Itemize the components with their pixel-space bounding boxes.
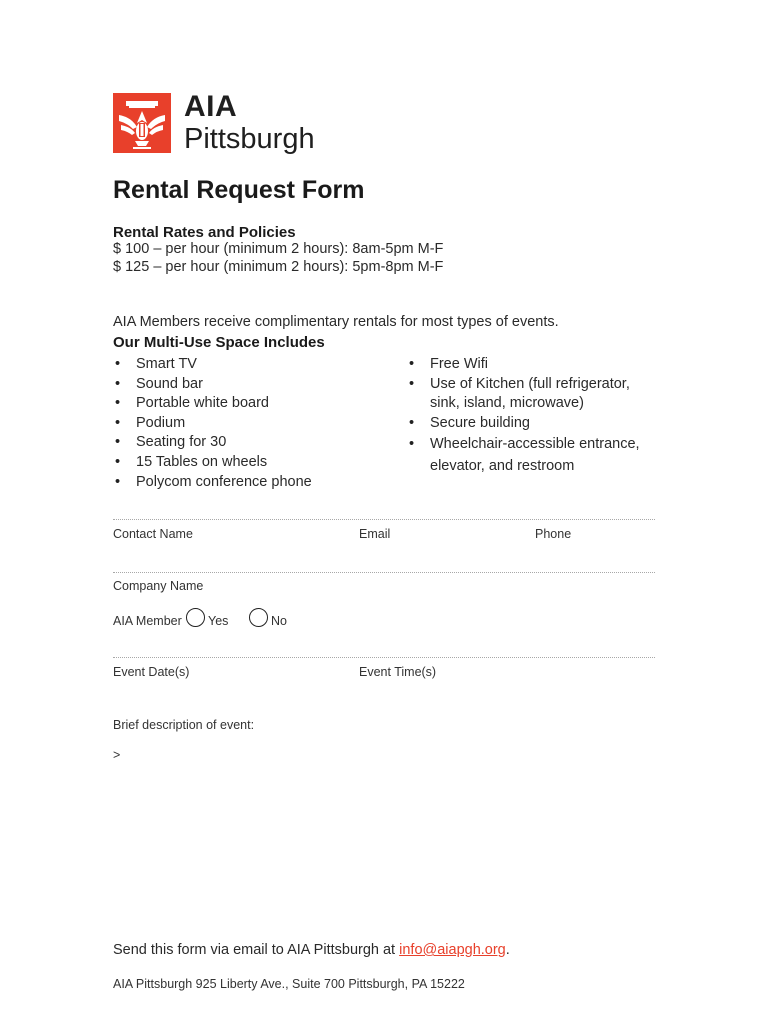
list-item: • Polycom conference phone: [113, 473, 373, 493]
logo-wordmark-aia: AIA: [184, 90, 238, 123]
event-row-rule: [113, 657, 655, 658]
includes-list-left: [113, 355, 373, 492]
list-item: • Free Wifi: [407, 355, 657, 375]
aia-member-yes-radio[interactable]: [186, 608, 205, 627]
rate-line-2: $ 125 – per hour (minimum 2 hours): 5pm-8pm M-F: [113, 259, 444, 275]
aia-member-no-radio[interactable]: [249, 608, 268, 627]
page-title: Rental Request Form: [113, 176, 365, 204]
list-item: • Smart TV: [113, 355, 373, 375]
yes-label: Yes: [208, 614, 229, 628]
rates-heading: Rental Rates and Policies: [113, 224, 296, 241]
contact-row-rule: [113, 519, 655, 520]
email-link[interactable]: info@aiapgh.org: [399, 942, 506, 958]
list-item: • Podium: [113, 414, 373, 434]
event-dates-label: Event Date(s): [113, 665, 190, 679]
list-item: • Secure building: [407, 414, 657, 434]
members-note: AIA Members receive complimentary rentals for most types of events.: [113, 314, 559, 330]
send-instruction: [113, 942, 510, 958]
contact-name-label: Contact Name: [113, 527, 193, 541]
list-item: • Sound bar: [113, 375, 373, 395]
no-label: No: [271, 614, 287, 628]
send-prefix: Send this form via email to AIA Pittsburgh at: [113, 942, 400, 958]
send-suffix: .: [505, 942, 510, 958]
event-times-label: Event Time(s): [359, 665, 437, 679]
list-item: • Use of Kitchen (full refrigerator, sink, island, microwave): [407, 375, 657, 414]
footer-address: AIA Pittsburgh 925 Liberty Ave., Suite 700 Pittsburgh, PA 15222: [113, 977, 465, 991]
list-item: • Portable white board: [113, 394, 373, 414]
email-label: Email: [359, 527, 391, 541]
logo-wordmark-city: Pittsburgh: [184, 123, 315, 155]
list-item: • 15 Tables on wheels: [113, 453, 373, 473]
company-row-rule: [113, 572, 655, 573]
eagle-column-icon: [113, 93, 171, 153]
company-name-label: Company Name: [113, 579, 204, 593]
aia-member-label: AIA Member: [113, 614, 182, 628]
includes-heading: Our Multi-Use Space Includes: [113, 334, 325, 351]
description-label: Brief description of event:: [113, 718, 255, 732]
list-item: • Seating for 30: [113, 433, 373, 453]
rate-line-1: $ 100 – per hour (minimum 2 hours): 8am-5pm M-F: [113, 241, 444, 257]
includes-list-right: [407, 355, 657, 477]
description-field[interactable]: >: [113, 748, 121, 762]
list-item: • Wheelchair-accessible entrance, elevator, and restroom: [407, 433, 657, 477]
aia-logo-icon: [113, 93, 171, 153]
phone-label: Phone: [535, 527, 572, 541]
